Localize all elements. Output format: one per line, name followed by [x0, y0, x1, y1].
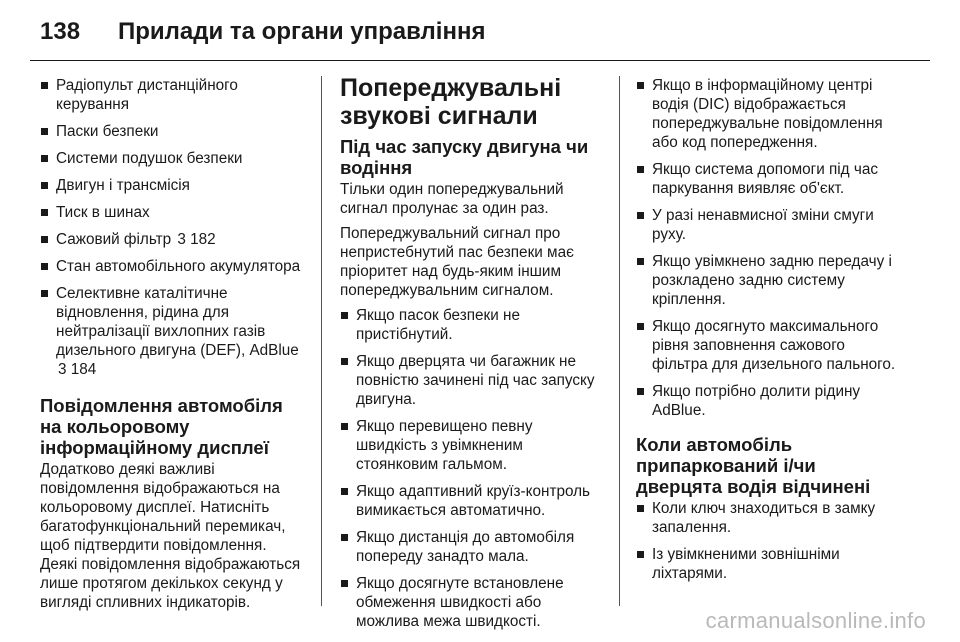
column-divider: [321, 76, 322, 606]
section-heading: Повідомлення автомобіля на кольоровому інформаційному дисплеї: [40, 395, 283, 458]
list-item-text: Якщо дистанція до автомобіля попереду занадто мала.: [356, 529, 575, 565]
list-item: [40, 230, 302, 249]
list-item: [636, 252, 898, 309]
chapter-title: Попереджувальні звукові сигнали: [340, 74, 562, 130]
list-item-text: Радіопульт дистанційного керування: [56, 77, 238, 113]
paragraph: Тільки один попереджувальний сигнал пролунає за один раз.: [340, 181, 564, 217]
list-item-text: Двигун і трансмісія: [56, 177, 190, 194]
list-item-text: Якщо перевищено певну швидкість з увімкненим стоянковим гальмом.: [356, 418, 533, 473]
list-item: [40, 257, 302, 276]
watermark: carmanualsonline.info: [705, 608, 926, 633]
list-item-text: Якщо в інформаційному центрі водія (DIC) відображається попереджувальне повідомлення або код попередження.: [652, 77, 883, 151]
list-item: [40, 203, 302, 222]
list-item-text: Якщо досягнуте встановлене обмеження швидкості або можлива межа швидкості.: [356, 575, 564, 630]
list-item: [636, 382, 898, 420]
warning-list-continued: [636, 76, 898, 420]
list-item: [636, 499, 898, 537]
list-item: [340, 528, 605, 566]
list-item-text: Якщо адаптивний круїз-контроль вимикається автоматично.: [356, 483, 591, 519]
list-item-text: Системи подушок безпеки: [56, 150, 243, 167]
list-item: [340, 306, 605, 344]
list-item-text: Якщо система допомоги під час паркування виявляє об'єкт.: [652, 161, 878, 197]
list-item-text: Якщо досягнуто максимального рівня заповнення сажового фільтра для дизельного пального.: [652, 318, 896, 373]
list-item-text: Сажовий фільтр: [56, 231, 172, 248]
feature-list: [40, 76, 302, 379]
column-left: [40, 76, 302, 618]
list-item-text: Якщо увімкнено задню передачу і розкладено задню систему кріплення.: [652, 253, 892, 308]
section-heading: Коли автомобіль припаркований і/чи дверцята водія відчинені: [636, 434, 871, 497]
list-item: [340, 482, 605, 520]
column-middle: [340, 76, 605, 639]
list-item: [636, 206, 898, 244]
subsection-heading: Під час запуску двигуна чи водіння: [340, 136, 589, 178]
page-ref-icon: 3: [177, 231, 186, 248]
list-item: [636, 545, 898, 583]
list-item: [40, 76, 302, 114]
list-item-text: Тиск в шинах: [56, 204, 150, 221]
page-ref-icon: 3: [58, 361, 67, 378]
column-divider: [619, 76, 620, 606]
list-item-text: Селективне каталітичне відновлення, рідина для нейтралізації вихлопних газів дизельного двигуна (DEF), AdBlue: [56, 285, 299, 359]
list-item: [40, 284, 302, 379]
list-item: [636, 76, 898, 152]
warning-list: [340, 306, 605, 631]
page-number: 138: [40, 18, 81, 45]
list-item: [636, 160, 898, 198]
list-item-text: У разі ненавмисної зміни смуги руху.: [652, 207, 874, 243]
paragraph: Попереджувальний сигнал про непристебнутий пас безпеки має пріоритет над будь-яким іншим попереджувальним сигналом.: [340, 225, 574, 299]
list-item: [636, 317, 898, 374]
section-paragraph: Додатково деякі важливі повідомлення відображаються на кольоровому дисплеї. Натисніть багатофункціональний перемикач, щоб підтвердити повідомлення. Деякі повідомлення відображаються лише протягом декількох секунд у вигляді спливних індикаторів.: [40, 461, 301, 611]
list-item-text: Із увімкненими зовнішніми ліхтарями.: [652, 546, 840, 582]
list-item-text: Якщо дверцята чи багажник не повністю зачинені під час запуску двигуна.: [356, 353, 595, 408]
page-ref-number[interactable]: 184: [70, 361, 97, 378]
list-item-text: Якщо потрібно долити рідину AdBlue.: [652, 383, 861, 419]
list-item: [340, 417, 605, 474]
list-item: [340, 574, 605, 631]
list-item-text: Якщо пасок безпеки не пристібнутий.: [356, 307, 520, 343]
page-title: Прилади та органи управління: [118, 18, 486, 45]
list-item: [40, 122, 302, 141]
parked-warning-list: [636, 499, 898, 583]
list-item-text: Коли ключ знаходиться в замку запалення.: [652, 500, 876, 536]
page-header: [0, 0, 960, 62]
page-ref-number[interactable]: 182: [190, 231, 216, 248]
list-item: [40, 149, 302, 168]
list-item-text: Стан автомобільного акумулятора: [56, 258, 301, 275]
column-right: [636, 76, 898, 591]
list-item: [340, 352, 605, 409]
header-rule: [30, 60, 930, 61]
list-item-text: Паски безпеки: [56, 123, 159, 140]
list-item: [40, 176, 302, 195]
